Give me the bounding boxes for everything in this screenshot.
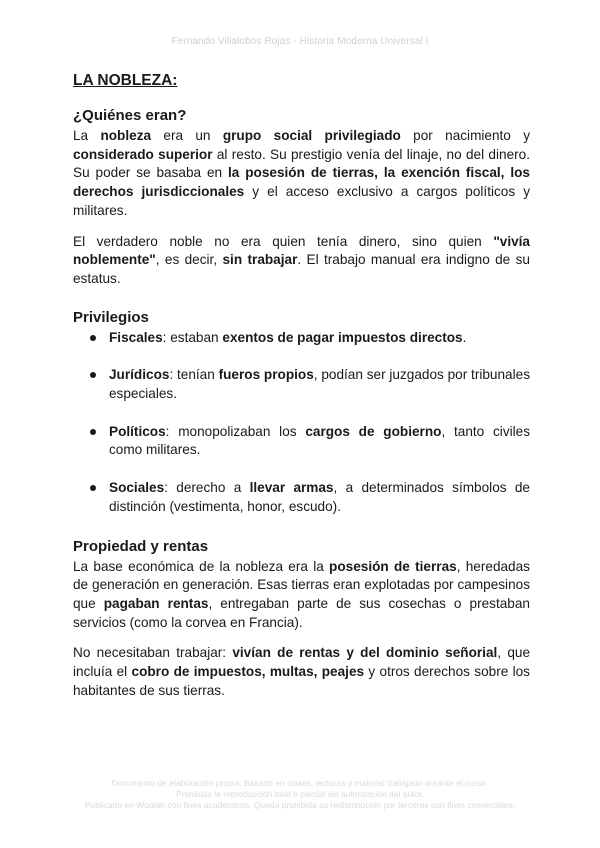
privileges-list <box>73 329 530 517</box>
page-header: Fernando Villalobos Rojas - Historia Moderna Universal I <box>171 36 429 47</box>
paragraph-propiedad-1: La base económica de la nobleza era la posesión de tierras, heredadas de generación en generación. Esas tierras eran explotadas por campesinos que pagaban rentas, entregaban parte de sus cosechas o prestaban servicios (como la corvea en Francia). <box>73 558 530 630</box>
paragraph-propiedad-2: No necesitaban trabajar: vivían de rentas y del dominio señorial, que incluía el cobro de impuestos, multas, peajes y otros derechos sobre los habitantes de sus tierras. <box>73 645 531 698</box>
list-item: Políticos: monopolizaban los cargos de gobierno, tanto civiles como militares. <box>73 423 530 460</box>
bullet-icon <box>90 485 96 491</box>
footer-line: Documento de elaboración propia. Basado en clases, lecturas y material trabajado durante el curso. <box>111 778 489 788</box>
document-body <box>73 70 530 700</box>
footer-line: Prohibida la reproducción total o parcial sin autorización del autor. <box>175 789 425 799</box>
bullet-icon <box>90 429 96 435</box>
page-footer <box>0 778 600 811</box>
bullet-icon <box>90 372 96 378</box>
list-item: Jurídicos: tenían fueros propios, podían ser juzgados por tribunales especiales. <box>73 366 530 403</box>
page-title: LA NOBLEZA: <box>73 72 178 89</box>
footer-line: Publicado en Wuolah con fines académicos. Queda prohibida su redistribución por terceros con fines comerciales. <box>84 800 516 810</box>
paragraph-quienes-2: El verdadero noble no era quien tenía dinero, sino quien "vivía noblemente", es decir, sin trabajar. El trabajo manual era indigno de su estatus. <box>73 233 530 286</box>
section-heading-quienes: ¿Quiénes eran? <box>73 107 187 124</box>
bullet-icon <box>90 335 96 341</box>
paragraph-quienes-1: La nobleza era un grupo social privilegiado por nacimiento y considerado superior al resto. Su prestigio venía del linaje, no del dinero. Su poder se basaba en la posesión de tierras, la exención fiscal, los derechos jurisdiccionales y el acceso exclusivo a cargos políticos y militares. <box>73 128 530 218</box>
list-item: Sociales: derecho a llevar armas, a determinados símbolos de distinción (vestimenta, honor, escudo). <box>73 479 530 516</box>
section-heading-propiedad: Propiedad y rentas <box>73 537 209 555</box>
section-heading-privilegios: Privilegios <box>73 308 149 326</box>
list-item: Fiscales: estaban exentos de pagar impuestos directos. <box>73 329 530 348</box>
